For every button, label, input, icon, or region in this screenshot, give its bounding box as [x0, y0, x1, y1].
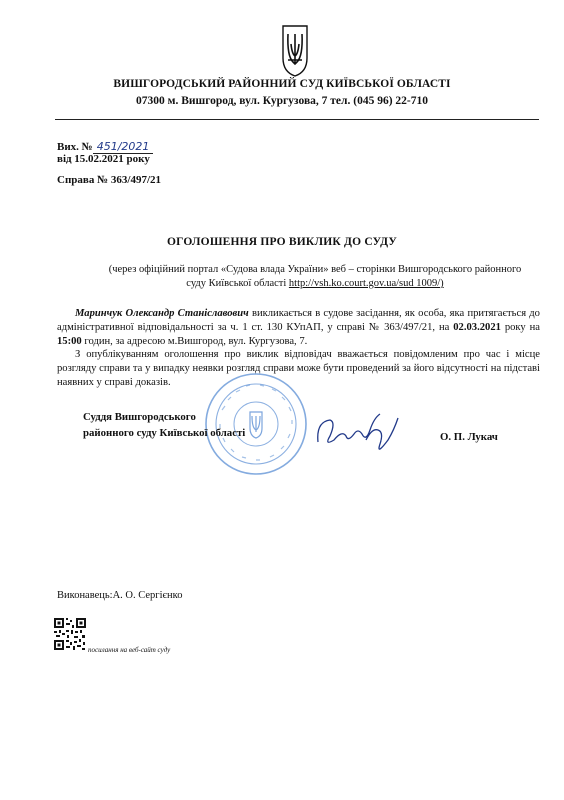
- summons-text-c: годин, за адресою м.Вишгород, вул. Кургузова, 7.: [81, 335, 308, 347]
- judge-name: О. П. Лукач: [440, 431, 498, 443]
- qr-note: посилання на веб-сайт суду: [88, 646, 171, 654]
- announcement-title: ОГОЛОШЕННЯ ПРО ВИКЛИК ДО СУДУ: [166, 236, 398, 248]
- court-name: ВИШГОРОДСЬКИЙ РАЙОННИЙ СУД КИЇВСЬКОЇ ОБЛАСТІ: [113, 78, 451, 90]
- outgoing-date: від 15.02.2021 року: [57, 153, 150, 165]
- announcement-subtitle-line2: [80, 278, 550, 289]
- subtitle-prefix: суду Київської області: [186, 278, 289, 289]
- hearing-date: 02.03.2021: [453, 321, 501, 333]
- header-divider: [55, 119, 539, 120]
- announcement-subtitle-line1: (через офіційний портал «Судова влада України» веб – сторінки Вишгородського районного: [108, 264, 522, 275]
- outgoing-label: Вих. №: [57, 141, 93, 153]
- court-seal-icon: [202, 370, 310, 478]
- person-name: Маринчук Олександр Станіславович: [75, 308, 249, 319]
- outgoing-number: 451/2021: [93, 140, 154, 154]
- handwritten-signature-icon: [308, 400, 403, 460]
- case-number: Справа № 363/497/21: [57, 174, 162, 186]
- court-website-link[interactable]: http://vsh.ko.court.gov.ua/sud 1009/): [288, 278, 444, 289]
- hearing-time: 15:00: [57, 335, 82, 347]
- notice-paragraph: З опублікуванням оголошення про виклик відповідач вважається повідомленим про час і місце розгляду справи та у випадку неявки розгляд справи може бути проведений за його відсутності на підставі наявних у справі доказів.: [57, 349, 540, 388]
- judge-title-line1: Суддя Вишгородського: [83, 411, 196, 423]
- outgoing-number-line: [57, 140, 153, 153]
- judge-title-line2: районного суду Київської області: [83, 427, 246, 439]
- summons-paragraph: [57, 307, 540, 348]
- summons-text-b: року на: [500, 321, 540, 333]
- summons-text-a: викликається в судове засідання, як особа, яка притягається до адміністративної відповідальності за ч. 1 ст. 130 КУпАП, у справі № 363/497/21, на: [57, 308, 540, 333]
- ukraine-trident-icon: [280, 20, 310, 80]
- executor-line: Виконавець:А. О. Сергієнко: [57, 590, 183, 601]
- qr-code-icon[interactable]: [53, 617, 87, 651]
- court-address: 07300 м. Вишгород, вул. Кургузова, 7 тел. (045 96) 22-710: [136, 95, 428, 107]
